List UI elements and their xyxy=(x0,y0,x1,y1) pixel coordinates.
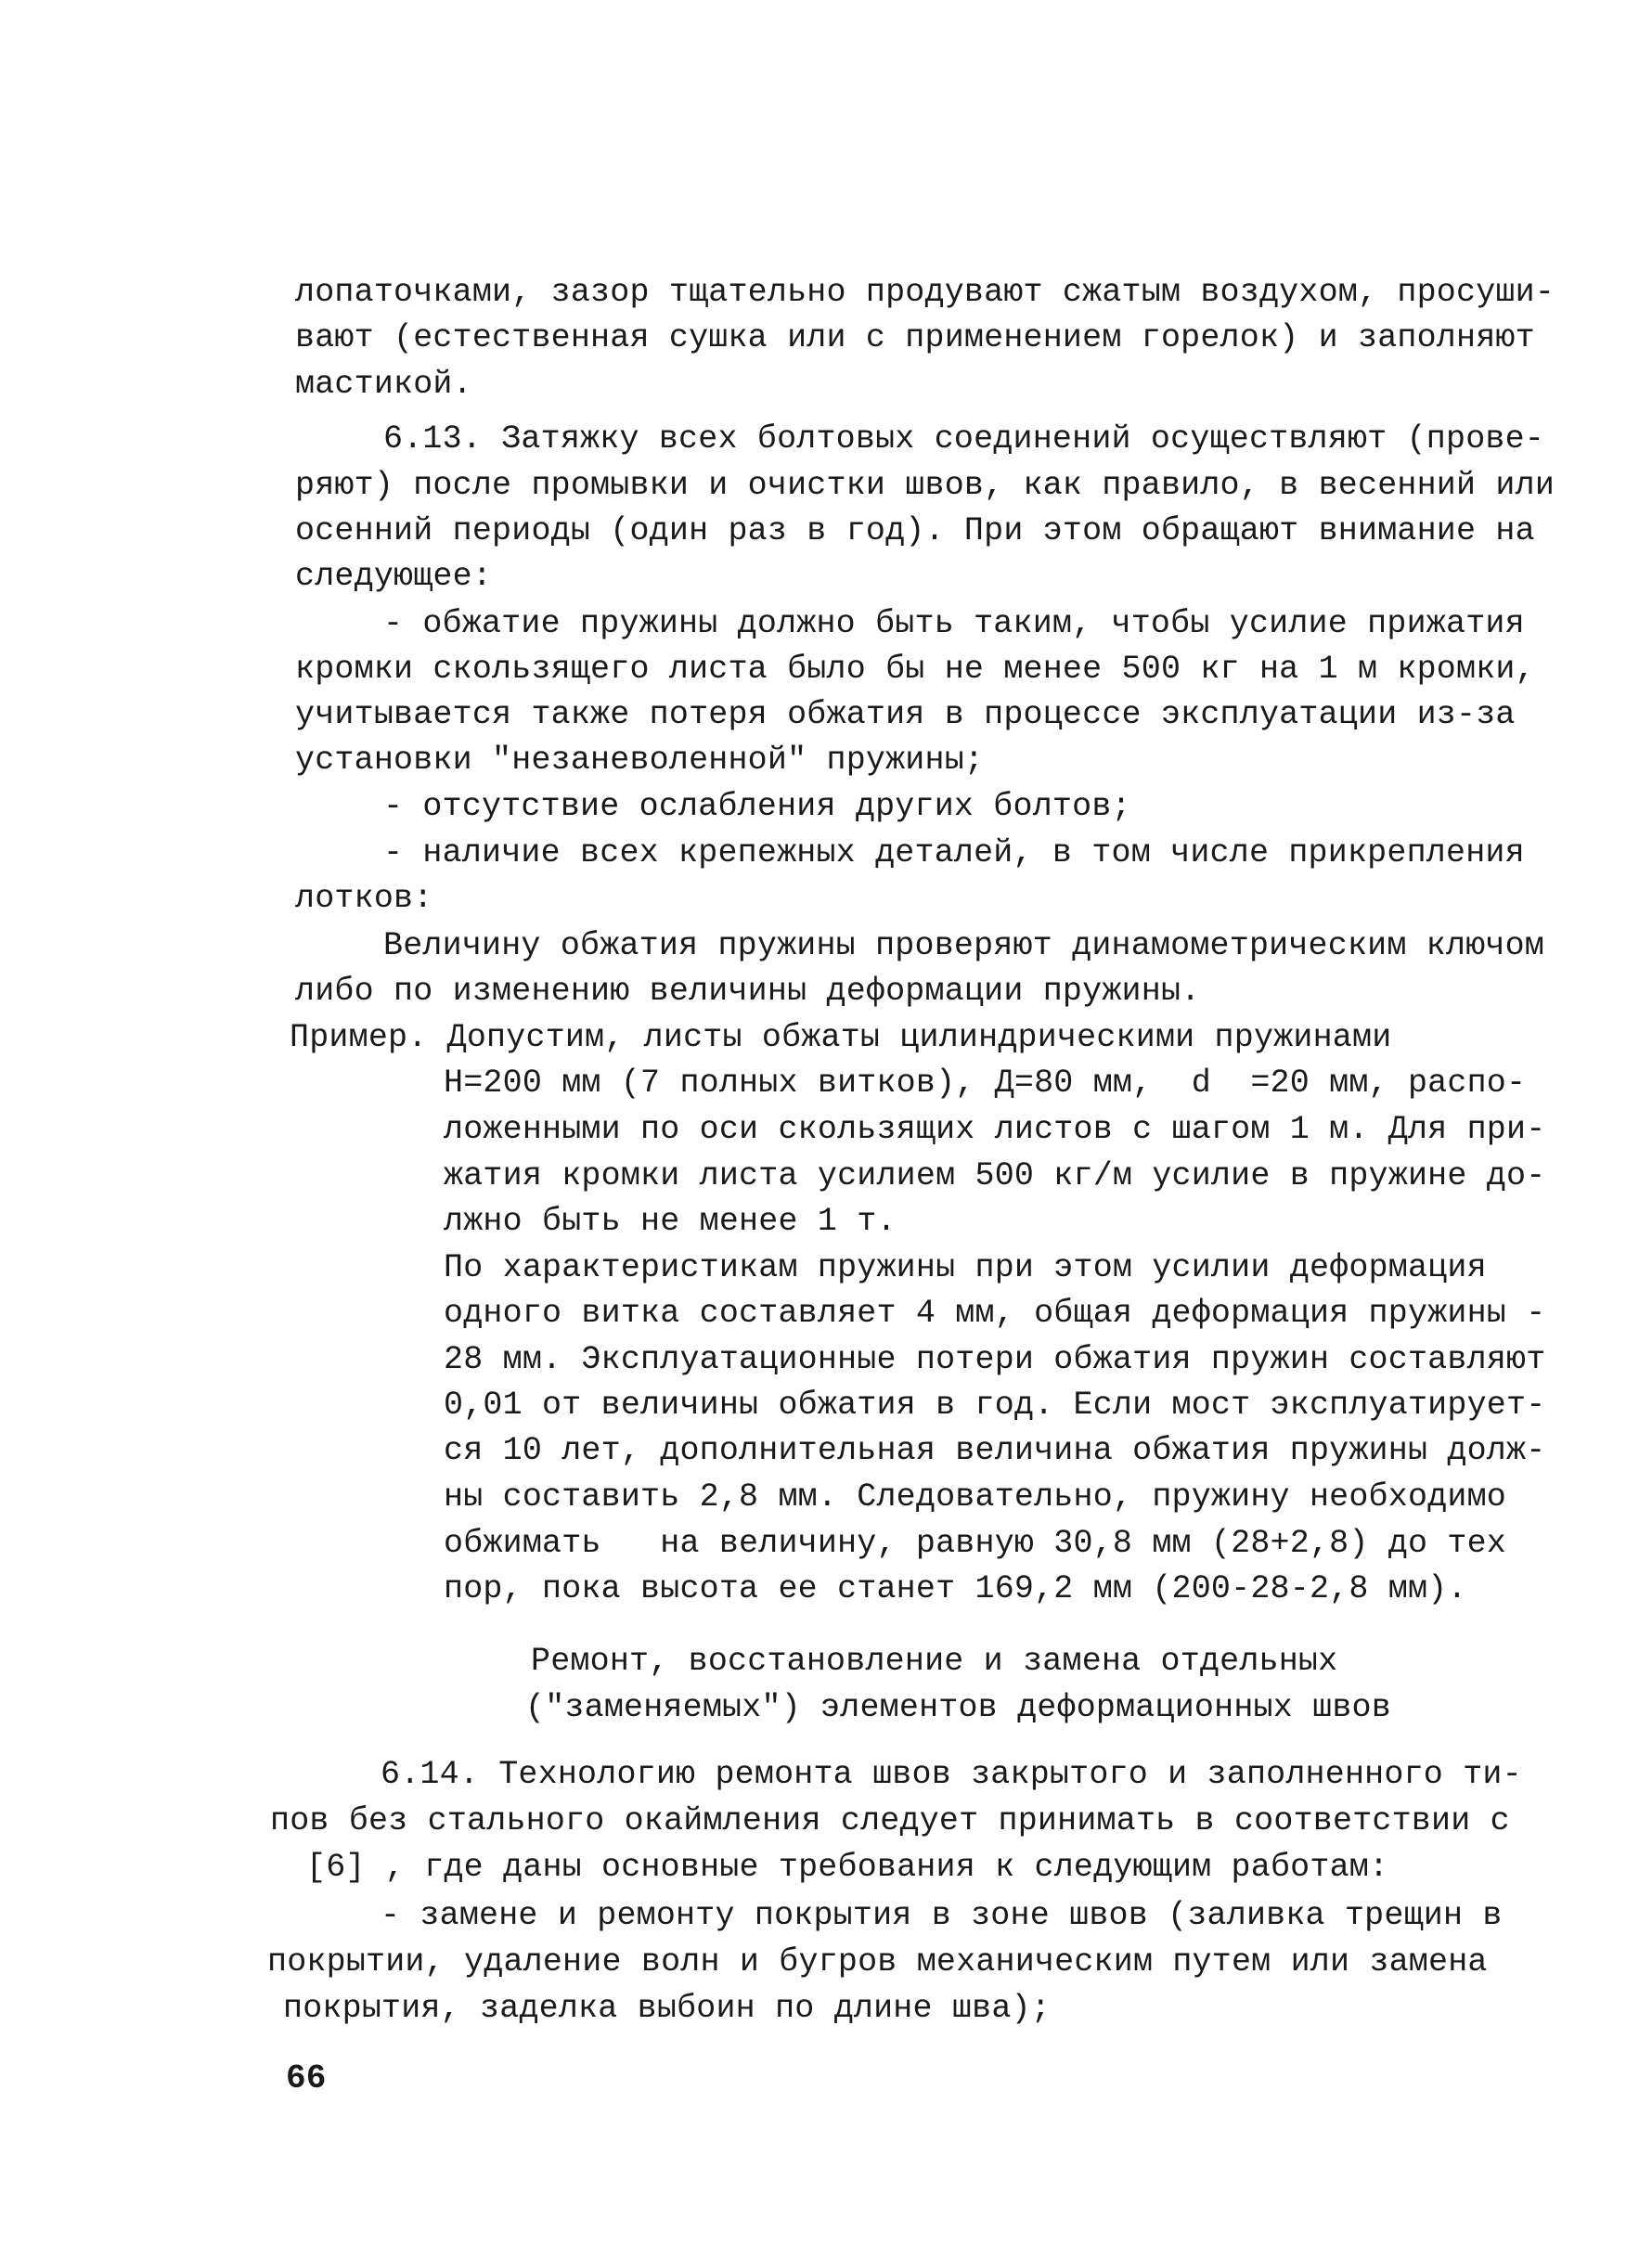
text-line: осенний периоды (один раз в год). При этом обращают внимание на xyxy=(295,512,1535,549)
example-line: ся 10 лет, дополнительная величина обжатия пружины долж- xyxy=(444,1432,1546,1469)
example-line: ложенными по оси скользящих листов с шагом 1 м. Для при- xyxy=(444,1111,1546,1148)
example-line: жатия кромки листа усилием 500 кг/м усилие в пружине до- xyxy=(444,1157,1546,1194)
example-line: одного витка составляет 4 мм, общая деформация пружины - xyxy=(444,1295,1546,1332)
section-heading: ("заменяемых") элементов деформационных швов xyxy=(525,1689,1391,1726)
section-heading: Ремонт, восстановление и замена отдельных xyxy=(531,1643,1338,1680)
example-line: По характеристикам пружины при этом усилии деформация xyxy=(444,1249,1487,1286)
example-line: Н=200 мм (7 полных витков), Д=80 мм, d =20 мм, распо- xyxy=(444,1064,1527,1102)
text-line: Величину обжатия пружины проверяют динамометрическим ключом xyxy=(383,927,1545,964)
list-item: - отсутствие ослабления других болтов; xyxy=(383,788,1131,825)
text-line: кромки скользящего листа было бы не менее 500 кг на 1 м кромки, xyxy=(295,651,1535,688)
example-line: ны составить 2,8 мм. Следовательно, пружину необходимо xyxy=(444,1478,1506,1516)
text-line: следующее: xyxy=(295,558,493,595)
list-item: - наличие всех крепежных деталей, в том числе прикрепления xyxy=(383,834,1525,871)
text-line: пов без стального окаймления следует принимать в соответствии с xyxy=(270,1802,1510,1839)
text-line: покрытии, удаление волн и бугров механическим путем или замена xyxy=(267,1943,1488,1981)
text-line: учитывается также потеря обжатия в процессе эксплуатации из-за xyxy=(295,696,1516,733)
section-6-14-start: 6.14. Технологию ремонта швов закрытого и заполненного ти- xyxy=(381,1756,1522,1793)
list-item: - обжатие пружины должно быть таким, чтобы усилие прижатия xyxy=(383,605,1525,642)
text-line: [6] , где даны основные требования к следующим работам: xyxy=(306,1849,1389,1886)
text-line: покрытия, заделка выбоин по длине шва); xyxy=(283,1990,1051,2027)
section-6-13-start: 6.13. Затяжку всех болтовых соединений осуществляют (прове- xyxy=(383,420,1545,458)
text-line: ряют) после промывки и очистки швов, как правило, в весенний или xyxy=(295,467,1555,504)
example-line: 28 мм. Эксплуатационные потери обжатия пружин составляют xyxy=(444,1341,1546,1378)
example-line: лжно быть не менее 1 т. xyxy=(444,1203,897,1240)
example-line: пор, пока высота ее станет 169,2 мм (200-28-2,8 мм). xyxy=(444,1570,1467,1607)
example-line: обжимать на величину, равную 30,8 мм (28+2,8) до тех xyxy=(444,1525,1506,1562)
text-line: лотков: xyxy=(295,880,433,917)
example-line: 0,01 от величины обжатия в год. Если мост эксплуатирует- xyxy=(444,1387,1546,1424)
text-line: вают (естественная сушка или с применением горелок) и заполняют xyxy=(295,319,1535,356)
text-line: установки "незаневоленной" пружины; xyxy=(295,742,985,779)
text-line: мастикой. xyxy=(295,366,472,403)
text-line: либо по изменению величины деформации пружины. xyxy=(295,973,1201,1010)
example-start: Пример. Допустим, листы обжаты цилиндрическими пружинами xyxy=(290,1019,1392,1056)
list-item: - замене и ремонту покрытия в зоне швов (заливка трещин в xyxy=(381,1897,1503,1934)
text-line: лопаточками, зазор тщательно продувают сжатым воздухом, просуши- xyxy=(295,274,1555,311)
page-number: 66 xyxy=(286,2059,327,2097)
